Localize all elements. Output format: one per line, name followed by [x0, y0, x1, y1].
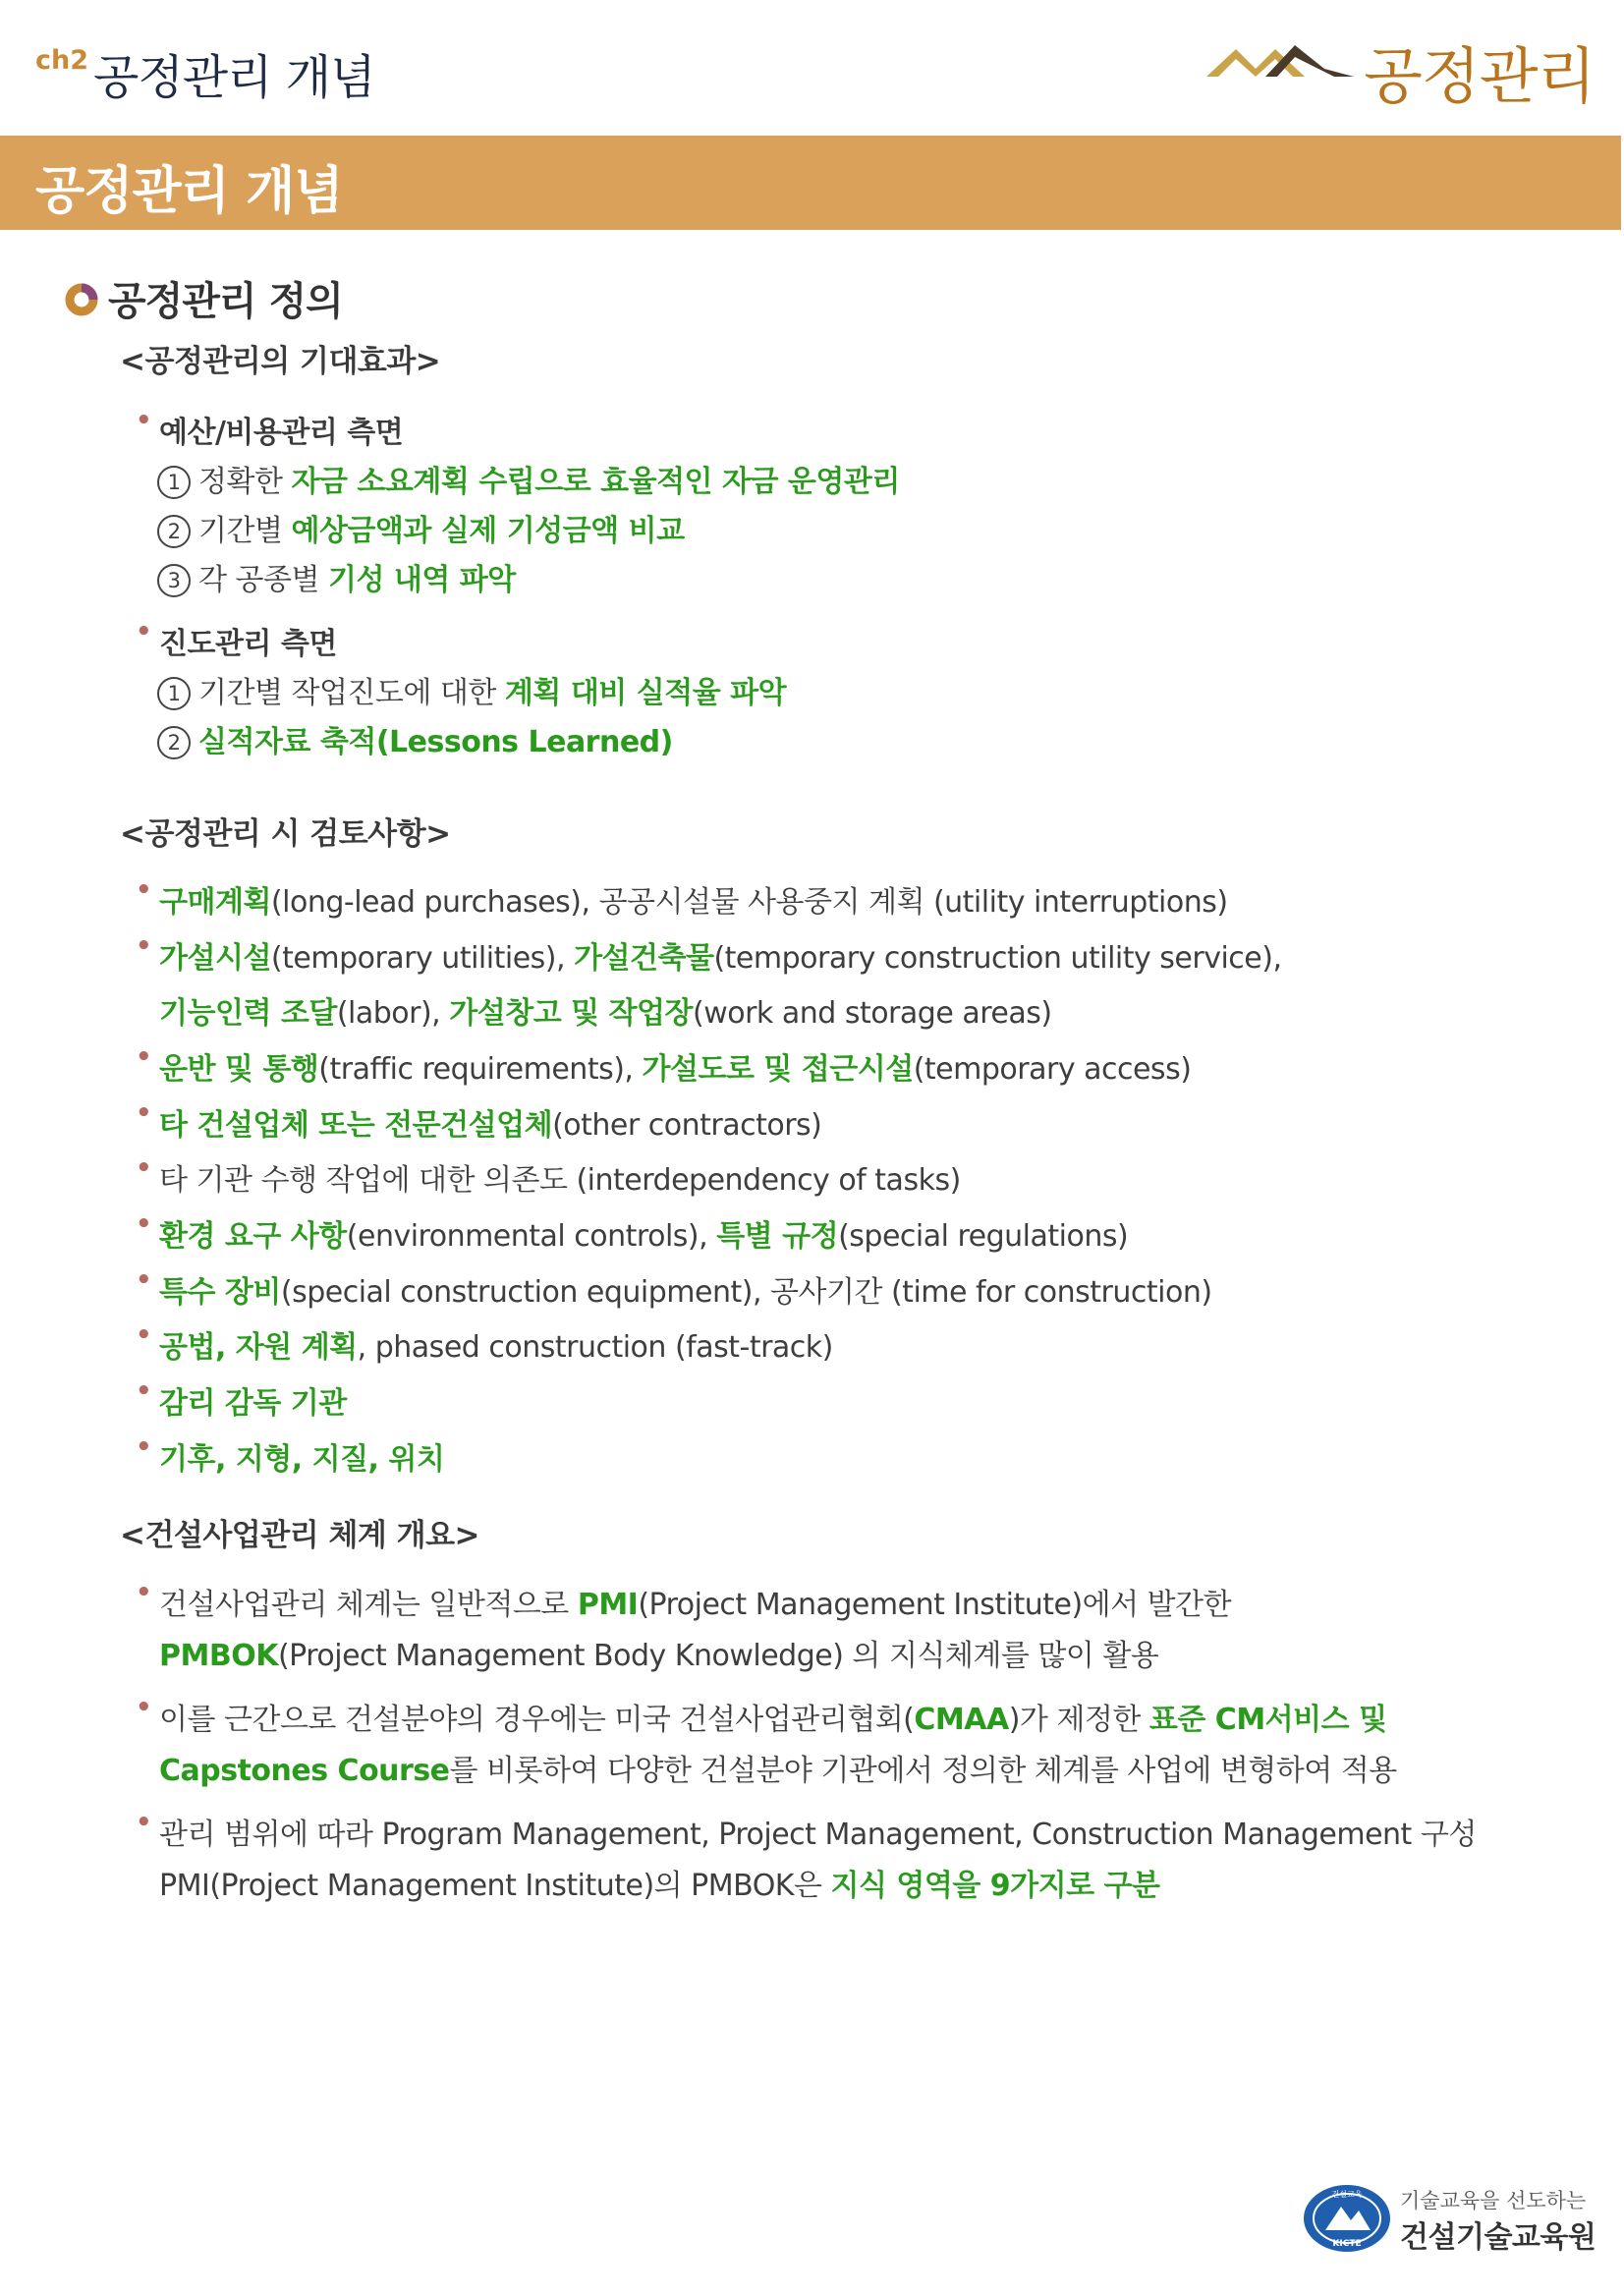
item-highlight: CMAA — [914, 1703, 1009, 1737]
item-highlight: 계획 대비 실적율 파악 — [504, 676, 787, 710]
item-highlight: 표준 CM서비스 및 — [1148, 1703, 1387, 1737]
group-label: 진도관리 측면 — [159, 627, 337, 661]
bullet-dot: • — [136, 617, 152, 646]
bullet-dot: • — [136, 406, 152, 435]
item-text: 관리 범위에 따라 Program Management, Project Management, Construction Management 구성 — [159, 1818, 1477, 1852]
item-text: 기간별 작업진도에 대한 — [198, 676, 505, 710]
bullet-dot: • — [136, 1808, 152, 1837]
item-highlight: PMI — [577, 1588, 639, 1622]
bullet-dot: • — [136, 1265, 152, 1295]
bullet-dot: • — [136, 1042, 152, 1072]
item-highlight: 타 건설업체 또는 전문건설업체 — [159, 1108, 553, 1143]
item-text: (Project Management Body Knowledge) 의 지식체계를 많이 활용 — [277, 1639, 1159, 1673]
list-item — [157, 717, 673, 760]
item-text: (temporary utilities), — [270, 941, 575, 976]
item-text: , phased construction (fast-track) — [357, 1330, 833, 1365]
item-text: )가 제정한 — [1008, 1703, 1149, 1737]
item-highlight: 예상금액과 실제 기성금액 비교 — [291, 514, 685, 548]
item-text: (temporary construction utility service), — [713, 941, 1282, 976]
item-highlight: 운반 및 통행 — [159, 1052, 319, 1087]
item-highlight: 가설창고 및 작업장 — [449, 996, 693, 1031]
item-text: 타 기관 수행 작업에 대한 의존도 (interdependency of tasks) — [159, 1163, 961, 1198]
item-highlight: 가설시설 — [159, 941, 271, 976]
list-item — [157, 555, 516, 598]
brand-title: 공정관리 — [1364, 40, 1596, 112]
chapter-title: 공정관리 개념 — [93, 50, 375, 105]
bullet-dot: • — [136, 875, 152, 905]
item-highlight: 기후, 지형, 지질, 위치 — [159, 1442, 445, 1477]
item-text: (special regulations) — [838, 1219, 1129, 1254]
item-text: 이를 근간으로 건설분야의 경우에는 미국 건설사업관리협회( — [159, 1703, 915, 1737]
bullet-dot: • — [136, 1376, 152, 1406]
bullet-dot: • — [136, 1098, 152, 1128]
item-text: (Project Management Institute)에서 발간한 — [638, 1588, 1232, 1622]
item-highlight: PMBOK — [159, 1639, 278, 1673]
item-text: 기간별 — [198, 514, 292, 548]
item-highlight: Capstones Course — [159, 1754, 450, 1788]
item-highlight: 지식 영역을 9가지로 구분 — [830, 1869, 1160, 1903]
expected-effects-heading: <공정관리의 기대효과> — [120, 344, 441, 379]
item-highlight: 자금 소요계획 수립으로 효율적인 자금 운영관리 — [291, 465, 900, 499]
item-highlight: 가설건축물 — [574, 941, 714, 976]
list-item — [157, 457, 900, 500]
item-text: (long-lead purchases), 공공시설물 사용중지 계획 (utility interruptions) — [270, 885, 1228, 920]
logo-text-top: 건설교육 — [1331, 2190, 1363, 2199]
kicte-logo-icon — [1302, 2183, 1392, 2254]
bullet-dot: • — [136, 931, 152, 961]
item-text: (environmental controls), — [346, 1219, 717, 1254]
circled-number: 3 — [157, 564, 191, 597]
bullet-dot: • — [136, 1209, 152, 1239]
bullet-dot: • — [136, 1432, 152, 1462]
overview-heading: <건설사업관리 체계 개요> — [120, 1518, 479, 1553]
review-items-heading: <공정관리 시 검토사항> — [120, 816, 451, 852]
bullet-dot: • — [136, 1578, 152, 1607]
item-text: (other contractors) — [552, 1108, 822, 1143]
item-highlight: 특별 규정 — [716, 1219, 839, 1254]
item-text: 각 공종별 — [198, 563, 328, 597]
item-highlight: 기능인력 조달 — [159, 996, 337, 1031]
bullet-dot: • — [136, 1693, 152, 1722]
group-label: 예산/비용관리 측면 — [159, 416, 404, 450]
item-text: (work and storage areas) — [693, 996, 1052, 1031]
brand-mountain-icon — [1206, 39, 1354, 79]
logo-text-bottom: KICTE — [1332, 2239, 1362, 2249]
item-highlight: 기성 내역 파악 — [328, 563, 516, 597]
circled-number: 2 — [157, 515, 191, 548]
bullet-dot: • — [136, 1153, 152, 1183]
list-item — [157, 668, 786, 711]
item-text: 건설사업관리 체계는 일반적으로 — [159, 1588, 578, 1622]
circled-number: 1 — [157, 677, 191, 710]
item-text: PMI(Project Management Institute)의 PMBOK은 — [159, 1869, 831, 1903]
section-ring-icon — [65, 283, 98, 316]
chapter-tag: ch2 — [35, 45, 89, 76]
bullet-dot: • — [136, 1320, 152, 1350]
banner-title: 공정관리 개념 — [35, 162, 343, 221]
item-text: 를 비롯하여 다양한 건설분야 기관에서 정의한 체계를 사업에 변형하여 적용 — [449, 1754, 1397, 1788]
item-highlight: 구매계획 — [159, 885, 271, 920]
item-highlight: 가설도로 및 접근시설 — [642, 1052, 914, 1087]
item-highlight: 감리 감독 기관 — [159, 1386, 347, 1421]
item-text: (labor), — [336, 996, 450, 1031]
item-highlight: 환경 요구 사항 — [159, 1219, 347, 1254]
item-text: (temporary access) — [913, 1052, 1192, 1087]
circled-number: 2 — [157, 726, 191, 759]
list-item — [157, 506, 685, 549]
footer-org-name: 건설기술교육원 — [1400, 2220, 1596, 2255]
circled-number: 1 — [157, 466, 191, 499]
item-highlight: 특수 장비 — [159, 1275, 281, 1310]
footer-tagline: 기술교육을 선도하는 — [1400, 2189, 1587, 2212]
section-title: 공정관리 정의 — [108, 279, 343, 324]
item-text: 정확한 — [198, 465, 292, 499]
item-text: (traffic requirements), — [318, 1052, 643, 1087]
item-highlight: 실적자료 축적(Lessons Learned) — [198, 725, 673, 759]
item-text: (special construction equipment), 공사기간 (time for construction) — [280, 1275, 1212, 1310]
item-highlight: 공법, 자원 계획 — [159, 1330, 358, 1365]
